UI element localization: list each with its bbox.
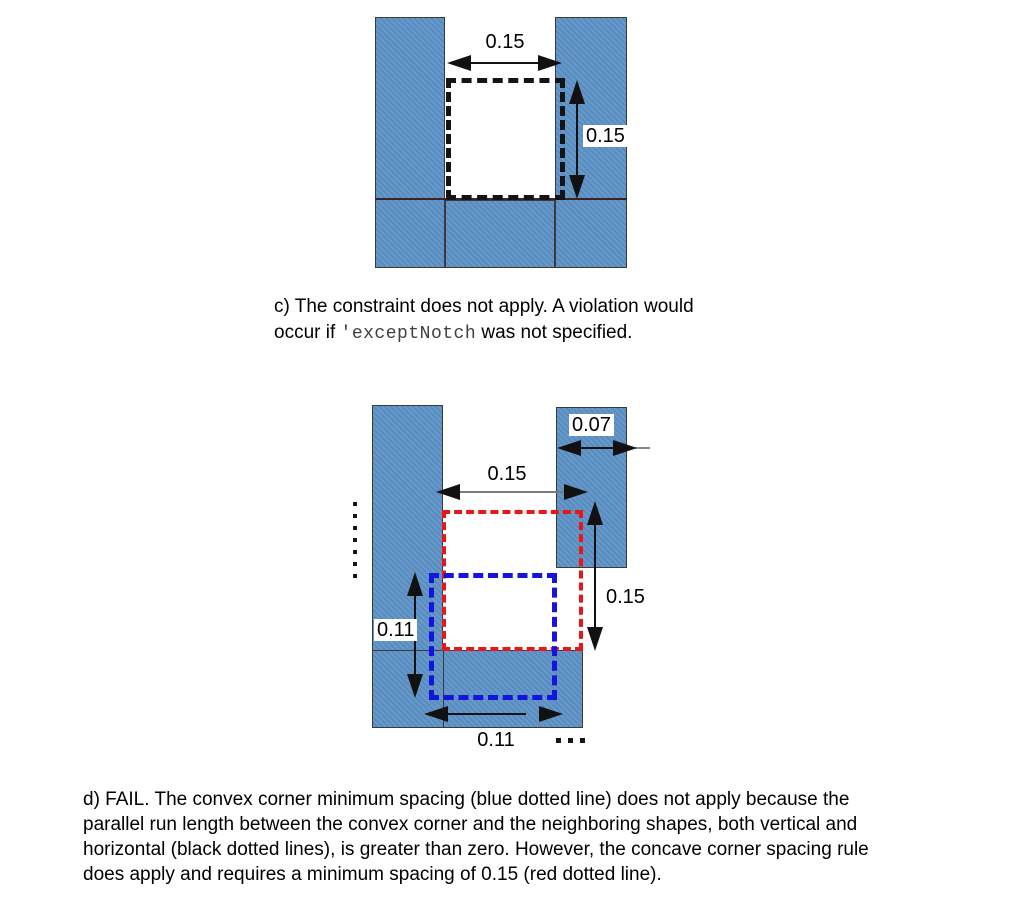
- caption-line: parallel run length between the convex corner and the neighboring shapes, both vertical and: [83, 814, 858, 835]
- figure-d-caption: [83, 787, 869, 887]
- caption-text: was not specified.: [476, 322, 633, 343]
- arrowhead-left-icon: [557, 440, 581, 456]
- dimension-label: 0.11: [477, 729, 515, 751]
- arrowhead-up-icon: [569, 80, 585, 104]
- dimension-label: 0.15: [487, 463, 527, 485]
- dimension-label: 0.15: [485, 31, 525, 53]
- dimension-shaft-extension: [635, 447, 650, 449]
- dimension-shaft: [440, 713, 526, 715]
- arrowhead-right-icon: [564, 484, 588, 500]
- caption-line: does apply and requires a minimum spacing of 0.15 (red dotted line).: [83, 864, 662, 885]
- arrowhead-up-icon: [587, 501, 603, 525]
- arrowhead-left-icon: [436, 484, 460, 500]
- dimension-shaft: [576, 95, 578, 180]
- caption-line: horizontal (black dotted lines), is greater than zero. However, the concave corner spacing rule: [83, 839, 869, 860]
- dimension-label: 0.11: [374, 619, 417, 641]
- arrowhead-right-icon: [539, 706, 563, 722]
- notch-spacing-rule-rect: [446, 78, 565, 200]
- continuation-dots-vertical-icon: [353, 502, 357, 582]
- continuation-dots-horizontal-icon: [556, 738, 590, 743]
- convex-corner-spacing-rule-rect: [429, 573, 557, 700]
- dimension-label: 0.15: [583, 125, 628, 147]
- arrowhead-up-icon: [407, 572, 423, 596]
- arrowhead-right-icon: [538, 55, 562, 71]
- arrowhead-down-icon: [569, 175, 585, 199]
- figure-c-left-bar: [375, 17, 445, 268]
- dimension-shaft: [452, 491, 570, 493]
- dimension-label: 0.15: [606, 586, 645, 608]
- caption-line: [274, 320, 694, 347]
- arrowhead-right-icon: [613, 440, 637, 456]
- arrowhead-down-icon: [407, 674, 423, 698]
- figure-c-caption: [274, 294, 694, 347]
- dimension-label: 0.07: [569, 414, 614, 436]
- caption-code-text: 'exceptNotch: [340, 324, 477, 344]
- arrowhead-down-icon: [587, 627, 603, 651]
- dimension-shaft: [594, 518, 596, 634]
- caption-line: c) The constraint does not apply. A violation would: [274, 296, 694, 317]
- figure-c-notch-bottom-bar: [445, 200, 555, 268]
- caption-text: occur if: [274, 322, 341, 343]
- arrowhead-left-icon: [424, 706, 448, 722]
- caption-line: d) FAIL. The convex corner minimum spacing (blue dotted line) does not apply because the: [83, 789, 850, 810]
- arrowhead-left-icon: [447, 55, 471, 71]
